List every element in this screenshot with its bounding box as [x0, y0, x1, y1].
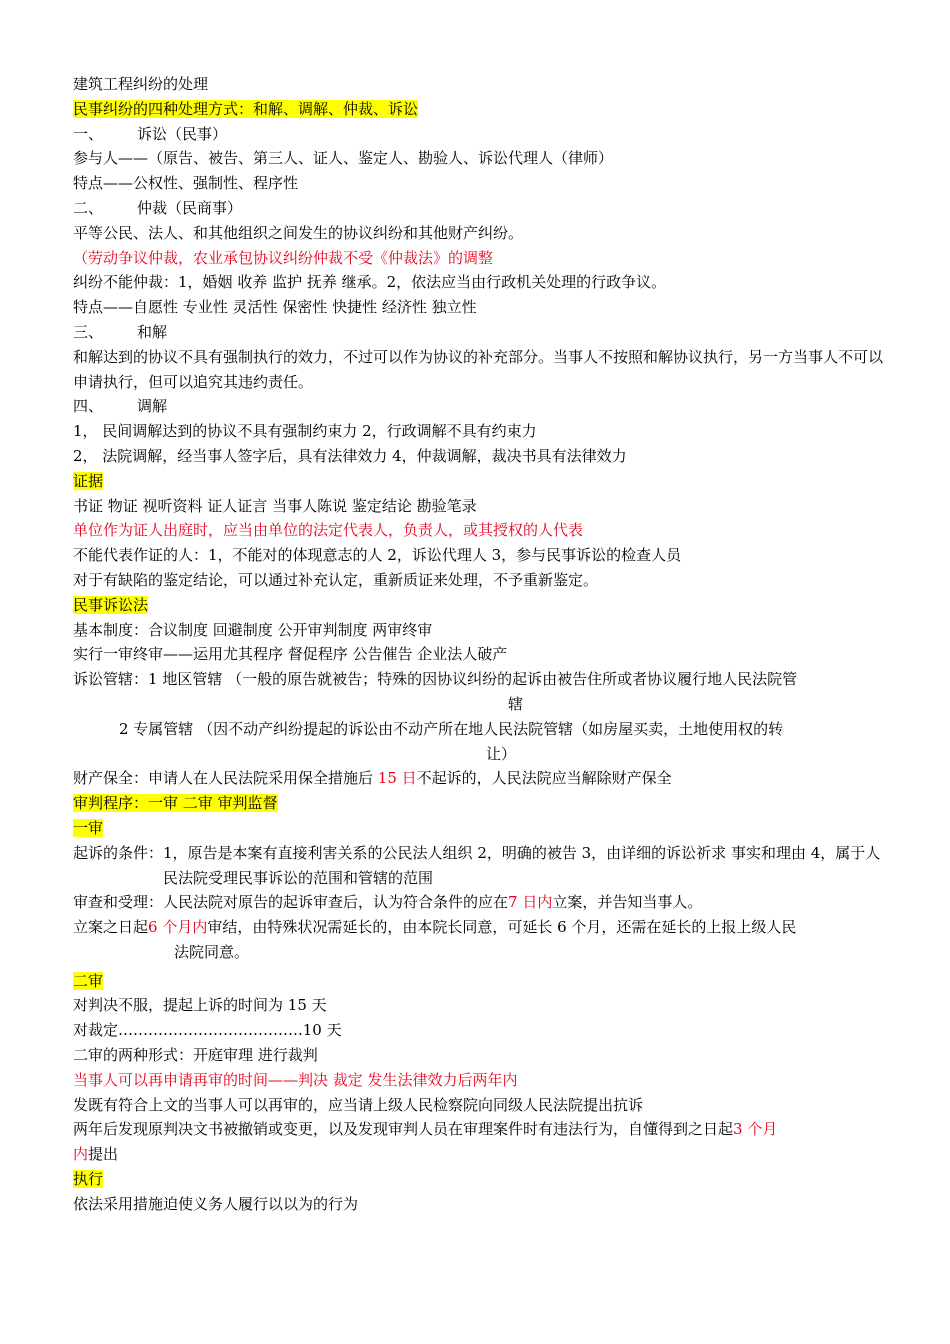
jurisdiction-regional-continuation: 辖 — [508, 694, 524, 713]
document-page — [73, 72, 883, 1217]
jurisdiction-exclusive-continuation: 让） — [485, 744, 516, 763]
section-number: 四、 — [73, 397, 104, 416]
highlighted-heading-four-methods: 民事纠纷的四种处理方式：和解、调解、仲裁、诉讼 — [73, 99, 419, 118]
case-filing-text: 审结，由特殊状况需延长的，由本院长同意，可延长 6 个月，还需在延长的上报上级人民 — [207, 918, 797, 937]
document-title: 建筑工程纠纷的处理 — [73, 75, 209, 93]
property-preservation-text-b: 不起诉的，人民法院应当解除财产保全 — [416, 769, 672, 788]
appeal-ruling-period: 对裁定……………………………….10 天 — [73, 1021, 342, 1040]
review-acceptance — [73, 890, 883, 915]
second-instance-forms: 二审的两种形式：开庭审理 进行裁判 — [73, 1046, 318, 1065]
arbitration-features: 特点——自愿性 专业性 灵活性 保密性 快捷性 经济性 独立性 — [73, 298, 477, 317]
case-filing-period — [73, 915, 883, 940]
highlighted-heading-civil-procedure: 民事诉讼法 — [73, 595, 149, 614]
property-preservation — [73, 766, 883, 791]
evidence-types: 书证 物证 视听资料 证人证言 当事人陈说 鉴定结论 勘验笔录 — [73, 496, 477, 515]
highlighted-heading-first-instance: 一审 — [73, 818, 104, 837]
civil-basic-systems: 基本制度：合议制度 回避制度 公开审判制度 两审终审 — [73, 620, 433, 639]
section-title: 仲裁（民商事） — [137, 198, 243, 217]
section-title: 和解 — [137, 322, 168, 341]
section-heading-arbitration — [73, 196, 883, 221]
section-heading-litigation — [73, 122, 883, 147]
arbitration-not-allowed: 纠纷不能仲裁：1，婚姻 收养 监护 抚养 继承。2，依法应当由行政机关处理的行政争议。 — [73, 273, 667, 292]
case-filing-label: 立案之日起 — [73, 918, 149, 937]
litigation-features: 特点——公权性、强制性、程序性 — [73, 174, 299, 193]
execution-definition: 依法采用措施迫使义务人履行以以为的行为 — [73, 1194, 359, 1213]
arbitration-exclusion-note: （劳动争议仲裁，农业承包协议纠纷仲裁不受《仲裁法》的调整 — [73, 248, 494, 267]
highlighted-heading-second-instance: 二审 — [73, 971, 104, 990]
jurisdiction-label: 诉讼管辖： — [73, 670, 149, 689]
highlighted-heading-evidence: 证据 — [73, 471, 104, 490]
two-years-text-end: 提出 — [88, 1145, 119, 1164]
case-filing-deadline: 6 个月内 — [148, 918, 208, 937]
settlement-paragraph: 和解达到的协议不具有强制执行的效力，不过可以作为协议的补充部分。当事人不按照和解协议执行，另一方当事人不可以申请执行，但可以追究其违约责任。 — [73, 347, 884, 391]
review-acceptance-label: 审查和受理： — [73, 893, 164, 912]
highlighted-heading-trial-procedure: 审判程序：一审 二审 审判监督 — [73, 794, 278, 813]
filing-conditions-label: 起诉的条件： — [73, 843, 164, 862]
review-acceptance-deadline: 7 日内 — [508, 893, 553, 912]
jurisdiction-regional-text: 1 地区管辖 （一般的原告就被告；特殊的因协议纠纷的起诉由被告住所或者协议履行地人民法院管 — [148, 670, 798, 689]
two-years-deadline: 3 个月 — [733, 1120, 778, 1139]
mediation-line-1: 1， 民间调解达到的协议不具有强制约束力 2，行政调解不具有约束力 — [73, 422, 537, 441]
section-number: 二、 — [73, 198, 104, 217]
filing-conditions — [73, 841, 883, 891]
section-heading-mediation — [73, 394, 883, 419]
filing-conditions-text: 1，原告是本案有直接利害关系的公民法人组织 2，明确的被告 3，由详细的诉讼祈求 事实和理由 4，属于人民法院受理民事诉讼的范围和管辖的范围 — [163, 843, 881, 887]
section-number: 一、 — [73, 124, 104, 143]
retrial-period-note: 当事人可以再申请再审的时间——判决 裁定 发生法律效力后两年内 — [73, 1070, 518, 1089]
property-preservation-deadline: 15 日 — [377, 769, 417, 788]
evidence-cannot-testify: 不能代表作证的人：1，不能对的体现意志的人 2，诉讼代理人 3，参与民事诉讼的检查人员 — [73, 546, 682, 565]
jurisdiction-item-2 — [73, 717, 883, 767]
evidence-unit-witness-note: 单位作为证人出庭时，应当由单位的法定代表人，负责人，或其授权的人代表 — [73, 521, 584, 540]
highlighted-heading-execution: 执行 — [73, 1170, 104, 1189]
case-filing-continuation: 法院同意。 — [174, 942, 250, 961]
mediation-line-2: 2， 法院调解，经当事人签字后，具有法律效力 4，仲裁调解，裁决书具有法律效力 — [73, 446, 627, 465]
section-title: 调解 — [137, 397, 168, 416]
two-years-text: 两年后发现原判决文书被撤销或变更，以及发现审判人员在审理案件时有违法行为，自懂得到之日起 — [73, 1120, 734, 1139]
section-number: 三、 — [73, 322, 104, 341]
arbitration-scope: 平等公民、法人、和其他组织之间发生的协议纠纷和其他财产纠纷。 — [73, 223, 524, 242]
litigation-participants: 参与人——（原告、被告、第三人、证人、鉴定人、勘验人、诉讼代理人（律师） — [73, 149, 614, 168]
appeal-judgment-period: 对判决不服，提起上诉的时间为 15 天 — [73, 996, 327, 1015]
section-heading-settlement — [73, 320, 883, 345]
evidence-defective-conclusion: 对于有缺陷的鉴定结论，可以通过补充认定，重新质证来处理，不予重新鉴定。 — [73, 570, 599, 589]
two-years-later-line-2 — [73, 1142, 883, 1167]
two-years-later-line-1 — [73, 1117, 883, 1142]
jurisdiction-item-1 — [73, 667, 883, 717]
section-title: 诉讼（民事） — [137, 124, 228, 143]
two-years-deadline-cont: 内 — [73, 1145, 89, 1164]
civil-one-trial-final: 实行一审终审——运用尤其程序 督促程序 公告催告 企业法人破产 — [73, 645, 508, 664]
jurisdiction-exclusive-text: 2 专属管辖 （因不动产纠纷提起的诉讼由不动产所在地人民法院管辖（如房屋买卖，土地使用权的转 — [119, 719, 784, 738]
review-acceptance-text-b: 立案，并告知当事人。 — [552, 893, 703, 912]
review-acceptance-text-a: 人民法院对原告的起诉审查后，认为符合条件的应在 — [163, 893, 509, 912]
property-preservation-text-a: 财产保全：申请人在人民法院采用保全措施后 — [73, 769, 378, 788]
procuratorate-protest: 发既有符合上文的当事人可以再审的，应当请上级人民检察院向同级人民法院提出抗诉 — [73, 1095, 644, 1114]
